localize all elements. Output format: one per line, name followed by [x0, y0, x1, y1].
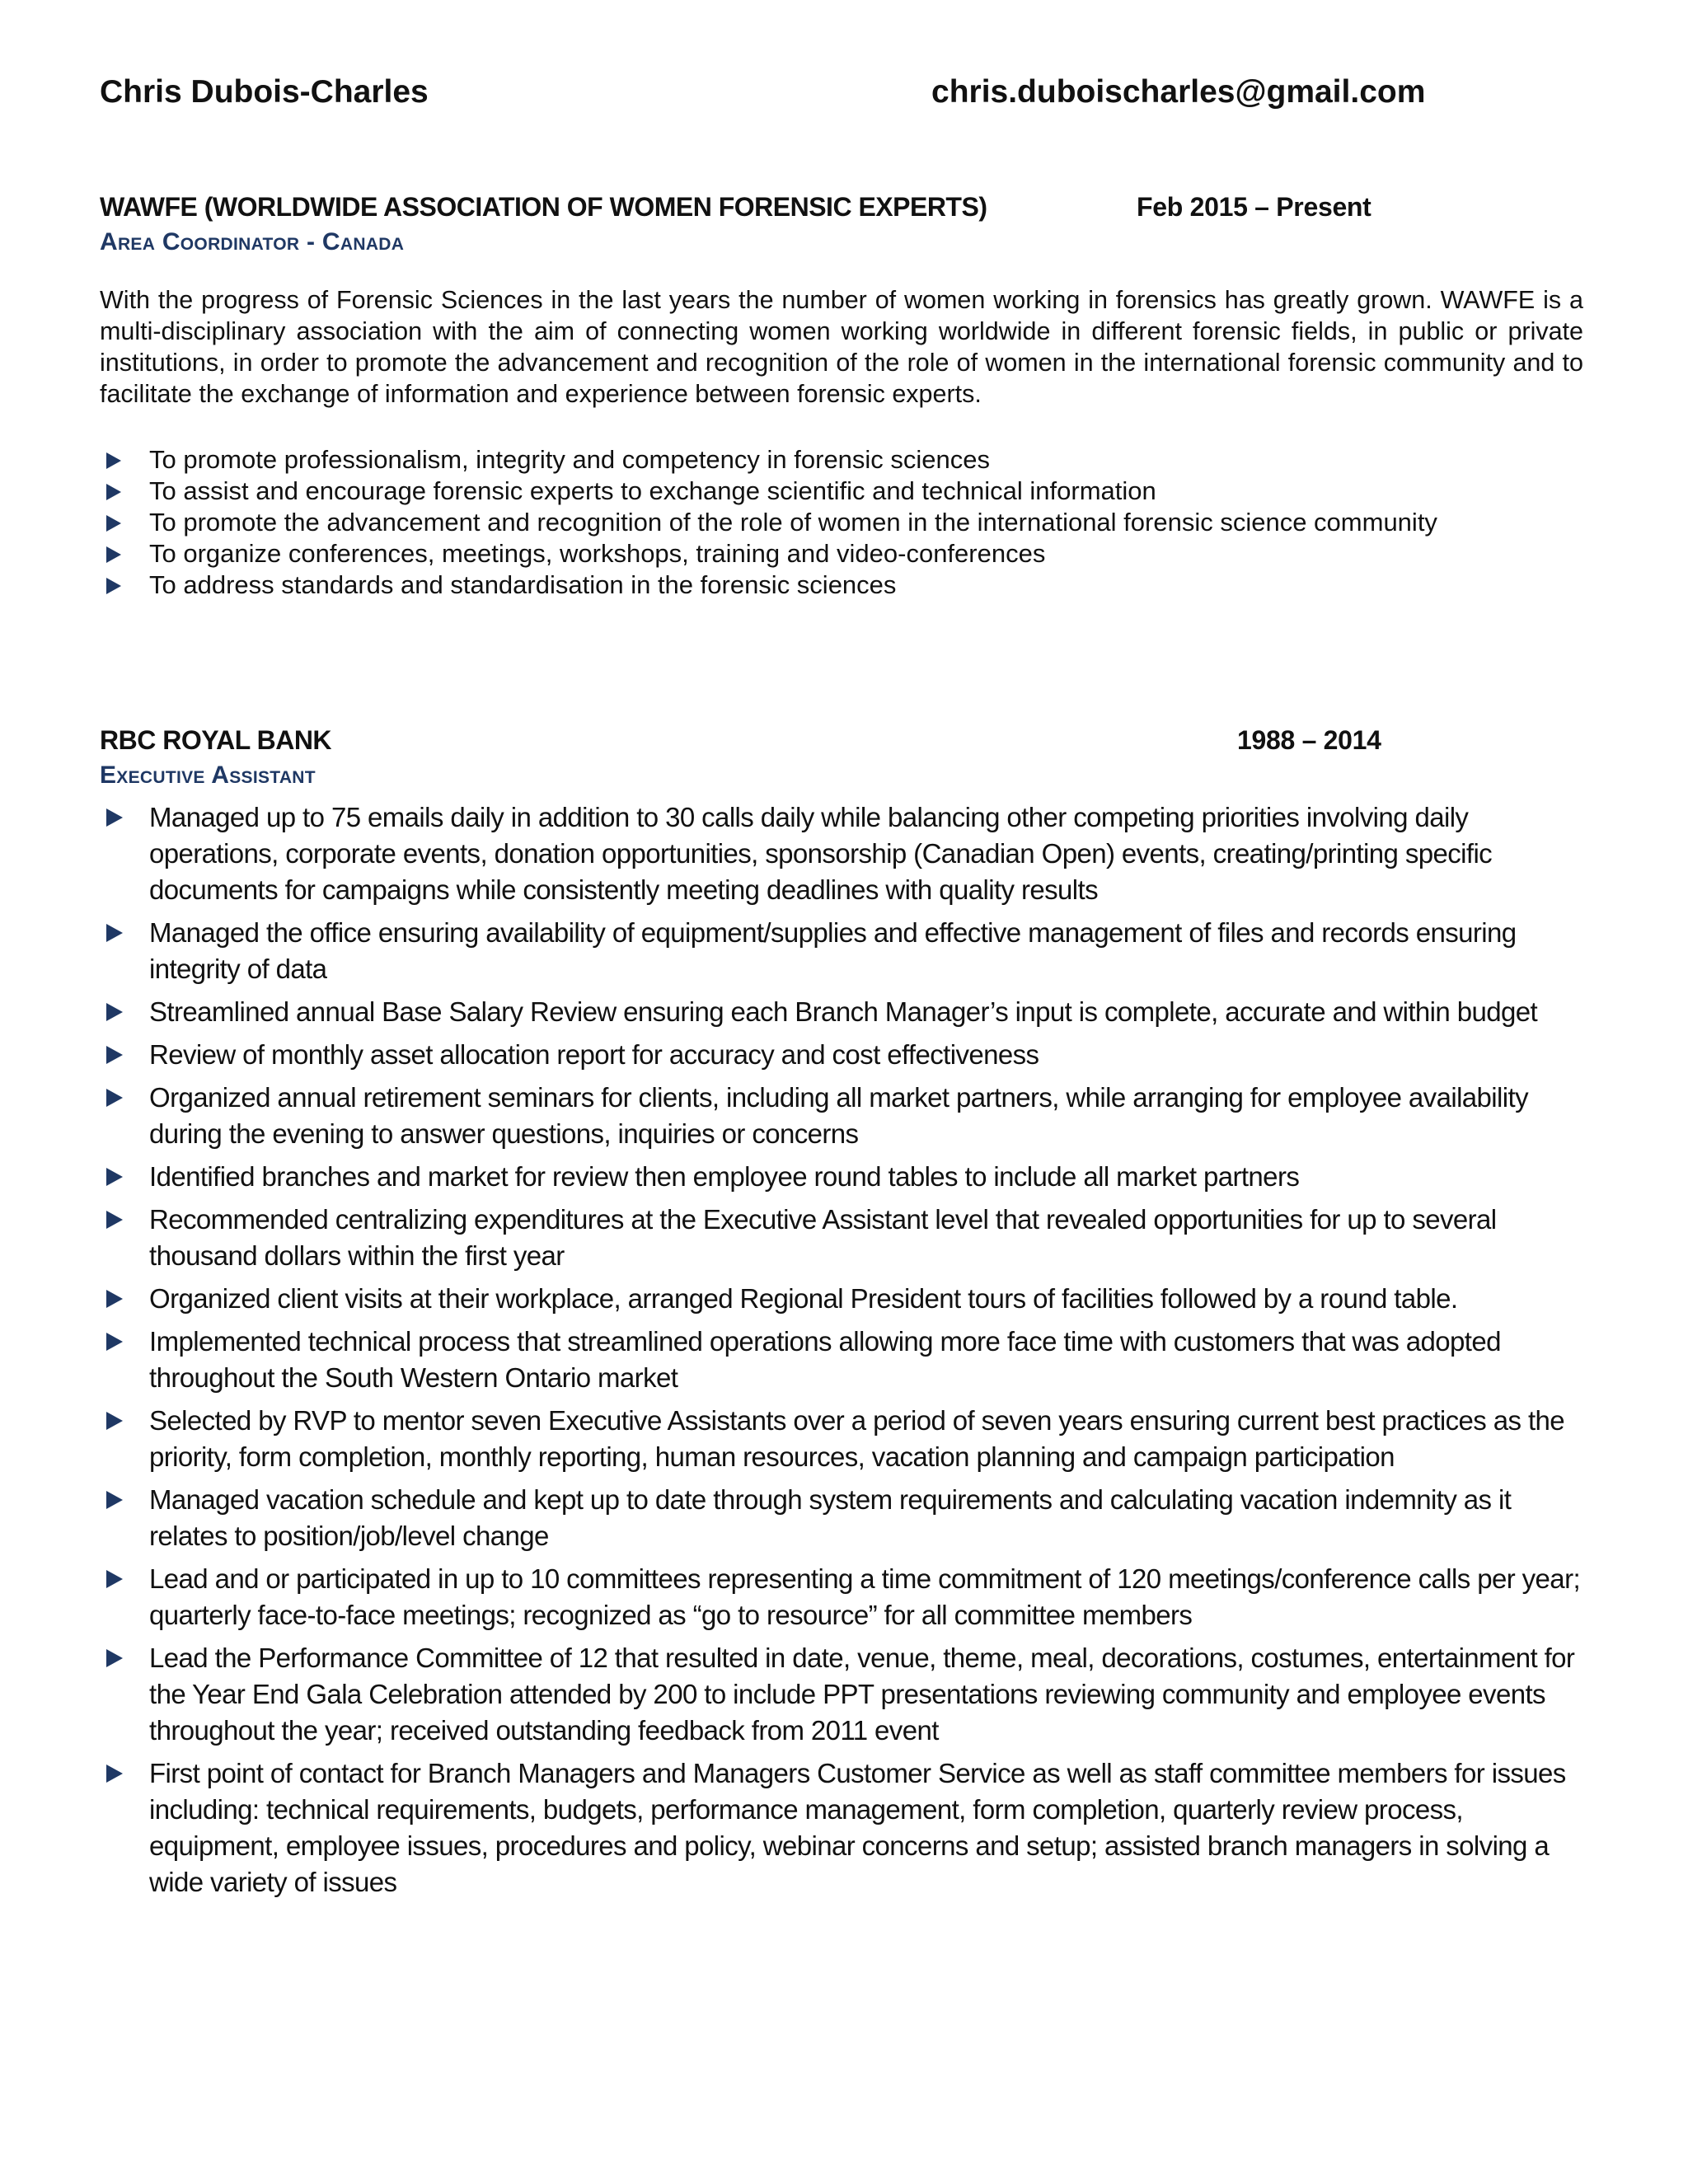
responsibilities-list: [100, 799, 1583, 1900]
triangle-right-bullet-icon: [106, 1003, 123, 1021]
triangle-right-bullet-icon: [106, 515, 121, 532]
job-header: [100, 192, 1583, 228]
list-item-text: Review of monthly asset allocation report for accuracy and cost effectiveness: [149, 1039, 1039, 1070]
list-item: [100, 1281, 1583, 1317]
job-organization: WAWFE (WORLDWIDE ASSOCIATION OF WOMEN FORENSIC EXPERTS): [100, 192, 987, 222]
triangle-right-bullet-icon: [106, 924, 123, 942]
job-title: Area Coordinator - Canada: [100, 228, 405, 255]
triangle-right-bullet-icon: [106, 1412, 123, 1430]
triangle-right-bullet-icon: [106, 1333, 123, 1351]
list-item: [100, 1080, 1583, 1152]
list-item: [100, 444, 1583, 476]
list-item-text: Managed the office ensuring availability of equipment/supplies and effective management of files and records ensuring integrity of data: [149, 917, 1517, 984]
list-item: [100, 1037, 1583, 1073]
job-organization: RBC ROYAL BANK: [100, 725, 332, 755]
objectives-list: [100, 444, 1583, 601]
list-item: [100, 1324, 1583, 1396]
triangle-right-bullet-icon: [106, 484, 121, 500]
list-item: [100, 569, 1583, 601]
job-description: [100, 284, 1583, 410]
list-item-text: To assist and encourage forensic experts to exchange scientific and technical information: [149, 476, 1156, 505]
triangle-right-bullet-icon: [106, 1765, 123, 1783]
description-text: With the progress of Forensic Sciences in the last years the number of women working in forensics has greatly grown. WAWFE is a multi-disciplinary association with the aim of connecting women working worldwide in different forensic fields, in public or private institutions, in order to promote the advancement and recognition of the role of women in the international forensic community and to facilitate the exchange of information and experience between forensic experts.: [100, 286, 1583, 408]
list-item: [100, 915, 1583, 987]
list-item-text: Managed vacation schedule and kept up to date through system requirements and calculating vacation indemnity as it relates to position/job/level change: [149, 1484, 1512, 1551]
triangle-right-bullet-icon: [106, 1168, 123, 1186]
list-item: [100, 476, 1583, 507]
list-item: [100, 507, 1583, 538]
list-item: [100, 538, 1583, 569]
list-item: [100, 1202, 1583, 1274]
triangle-right-bullet-icon: [106, 1211, 123, 1229]
list-item-text: To organize conferences, meetings, workshops, training and video-conferences: [149, 539, 1046, 568]
triangle-right-bullet-icon: [106, 1290, 123, 1308]
list-item-text: First point of contact for Branch Managers and Managers Customer Service as well as staff committee members for issues including: technical requirements, budgets, performance management, form completion, quarterly review process, equipment, employee issues, procedures and policy, webinar concerns and setup; assisted branch managers in solving a wide variety of issues: [149, 1758, 1566, 1897]
list-item-text: Selected by RVP to mentor seven Executive Assistants over a period of seven years ensuring current best practices as the priority, form completion, monthly reporting, human resources, vacation planning and campaign participation: [149, 1405, 1565, 1472]
job-dates: 1988 – 2014: [1237, 725, 1381, 755]
list-item: [100, 799, 1583, 908]
list-item-text: To promote professionalism, integrity and competency in forensic sciences: [149, 445, 991, 474]
list-item: [100, 994, 1583, 1030]
list-item-text: Streamlined annual Base Salary Review ensuring each Branch Manager’s input is complete, accurate and within budget: [149, 996, 1538, 1027]
job-title: Executive Assistant: [100, 762, 316, 789]
job-dates: Feb 2015 – Present: [1137, 192, 1372, 222]
list-item-text: Recommended centralizing expenditures at the Executive Assistant level that revealed opportunities for up to several thousand dollars within the first year: [149, 1204, 1497, 1271]
candidate-name: Chris Dubois-Charles: [100, 74, 429, 110]
candidate-email[interactable]: chris.duboischarles@gmail.com: [931, 74, 1426, 110]
triangle-right-bullet-icon: [106, 578, 121, 594]
job-wawfe: [100, 192, 1583, 601]
list-item-text: Lead the Performance Committee of 12 that resulted in date, venue, theme, meal, decorations, costumes, entertainment for the Year End Gala Celebration attended by 200 to include PPT presentations reviewing community and employee events throughout the year; received outstanding feedback from 2011 event: [149, 1643, 1575, 1746]
list-item-text: Implemented technical process that streamlined operations allowing more face time with customers that was adopted throughout the South Western Ontario market: [149, 1326, 1501, 1393]
list-item-text: Lead and or participated in up to 10 committees representing a time commitment of 120 meetings/conference calls per year; quarterly face-to-face meetings; recognized as “go to resource” for all committee members: [149, 1563, 1581, 1630]
list-item-text: To promote the advancement and recognition of the role of women in the international forensic science community: [149, 508, 1437, 537]
list-item: [100, 1640, 1583, 1749]
triangle-right-bullet-icon: [106, 546, 121, 563]
list-item-text: Organized client visits at their workplace, arranged Regional President tours of facilities followed by a round table.: [149, 1283, 1458, 1314]
job-rbc: [100, 725, 1583, 1907]
triangle-right-bullet-icon: [106, 808, 123, 827]
list-item-text: Organized annual retirement seminars for clients, including all market partners, while arranging for employee availability during the evening to answer questions, inquiries or concerns: [149, 1082, 1528, 1149]
list-item-text: To address standards and standardisation in the forensic sciences: [149, 570, 897, 599]
list-item: [100, 1755, 1583, 1900]
list-item: [100, 1159, 1583, 1195]
job-header: [100, 725, 1583, 762]
list-item-text: Identified branches and market for review then employee round tables to include all market partners: [149, 1161, 1300, 1192]
list-item: [100, 1403, 1583, 1475]
triangle-right-bullet-icon: [106, 1649, 123, 1667]
triangle-right-bullet-icon: [106, 1089, 123, 1107]
list-item: [100, 1561, 1583, 1633]
triangle-right-bullet-icon: [106, 452, 121, 469]
triangle-right-bullet-icon: [106, 1491, 123, 1509]
list-item: [100, 1482, 1583, 1554]
triangle-right-bullet-icon: [106, 1046, 123, 1064]
triangle-right-bullet-icon: [106, 1570, 123, 1588]
list-item-text: Managed up to 75 emails daily in addition to 30 calls daily while balancing other competing priorities involving daily operations, corporate events, donation opportunities, sponsorship (Canadian Open) events, creating/printing specific documents for campaigns while consistently meeting deadlines with quality results: [149, 802, 1493, 905]
